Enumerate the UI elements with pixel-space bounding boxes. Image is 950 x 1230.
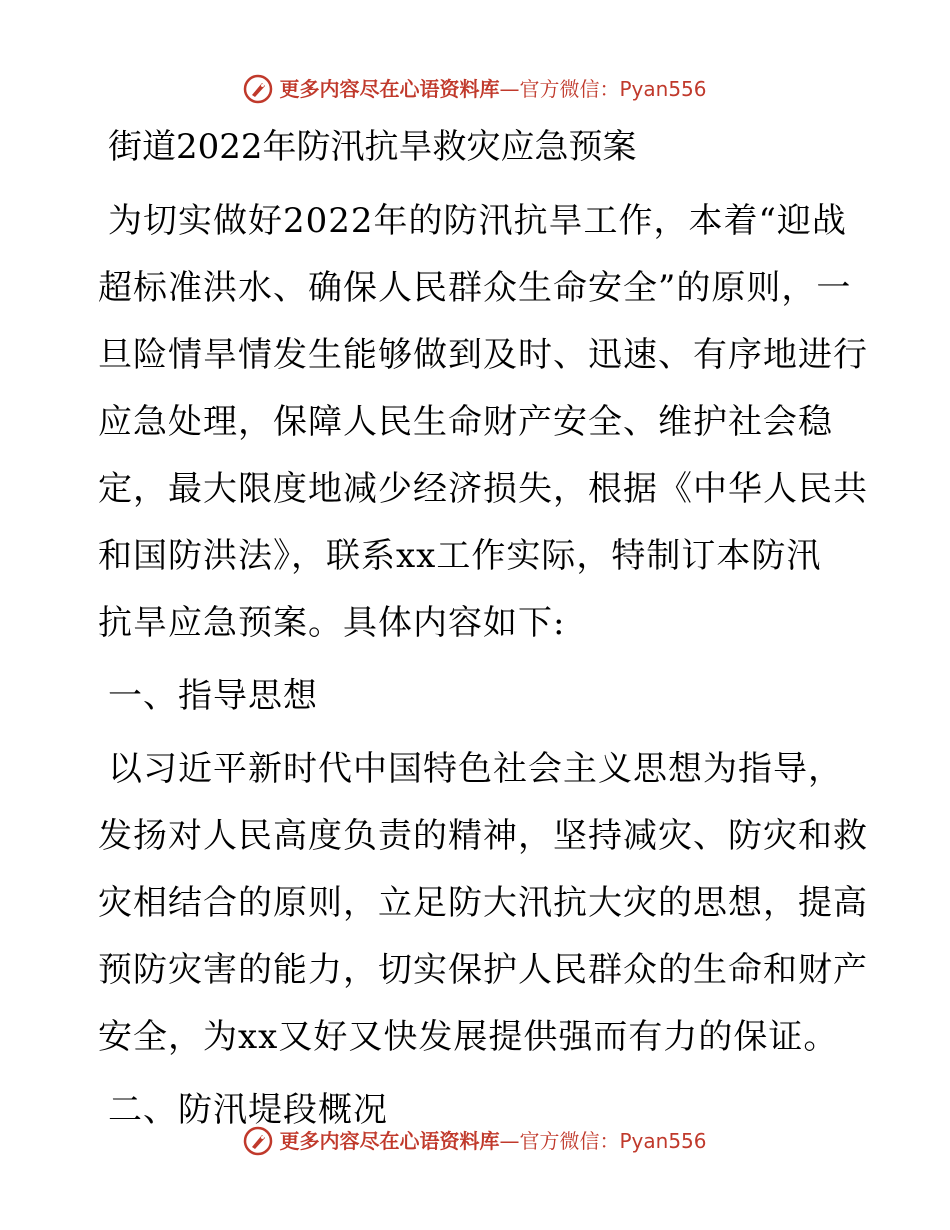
section-heading-embankment-overview: 二、防汛堤段概况 <box>108 1090 388 1130</box>
intro-line: 超标准洪水、确保人民群众生命安全”的原则，一 <box>98 268 852 308</box>
intro-line: 定，最大限度地减少经济损失，根据《中华人民共 <box>98 469 868 509</box>
footer-watermark <box>0 1126 950 1156</box>
watermark-wechat-label: 官方微信： <box>519 1129 620 1153</box>
watermark-wechat-id: Pyan556 <box>619 1129 707 1153</box>
pen-nib-logo-icon <box>243 74 273 104</box>
paragraph-line: 以习近平新时代中国特色社会主义思想为指导， <box>108 749 843 789</box>
intro-paragraph <box>98 188 868 657</box>
intro-line: 应急处理，保障人民生命财产安全、维护社会稳 <box>98 402 833 442</box>
watermark-dash: — <box>499 77 520 101</box>
guiding-ideology-paragraph <box>98 736 868 1071</box>
intro-line: 和国防洪法》，联系xx工作实际，特制订本防汛 <box>98 536 822 576</box>
header-watermark <box>0 74 950 104</box>
watermark-lead-text: 更多内容尽在心语资料库 <box>279 77 500 101</box>
section-heading-guiding-ideology: 一、指导思想 <box>108 676 318 716</box>
watermark-dash: — <box>499 1129 520 1153</box>
paragraph-line: 预防灾害的能力，切实保护人民群众的生命和财产 <box>98 950 868 990</box>
document-body <box>98 122 868 1150</box>
intro-line: 抗旱应急预案。具体内容如下: <box>98 603 566 643</box>
intro-line: 旦险情旱情发生能够做到及时、迅速、有序地进行 <box>98 335 868 375</box>
watermark-wechat-id: Pyan556 <box>619 77 707 101</box>
document-title: 街道2022年防汛抗旱救灾应急预案 <box>108 127 637 167</box>
paragraph-line: 发扬对人民高度负责的精神，坚持减灾、防灾和救 <box>98 816 868 856</box>
paragraph-line: 灾相结合的原则，立足防大汛抗大灾的思想，提高 <box>98 883 868 923</box>
paragraph-line: 安全，为xx又好又快发展提供强而有力的保证。 <box>98 1017 839 1057</box>
intro-line: 为切实做好2022年的防汛抗旱工作，本着“迎战 <box>108 201 847 241</box>
watermark-wechat-label: 官方微信： <box>519 77 620 101</box>
watermark-lead-text: 更多内容尽在心语资料库 <box>279 1129 500 1153</box>
pen-nib-logo-icon <box>243 1126 273 1156</box>
